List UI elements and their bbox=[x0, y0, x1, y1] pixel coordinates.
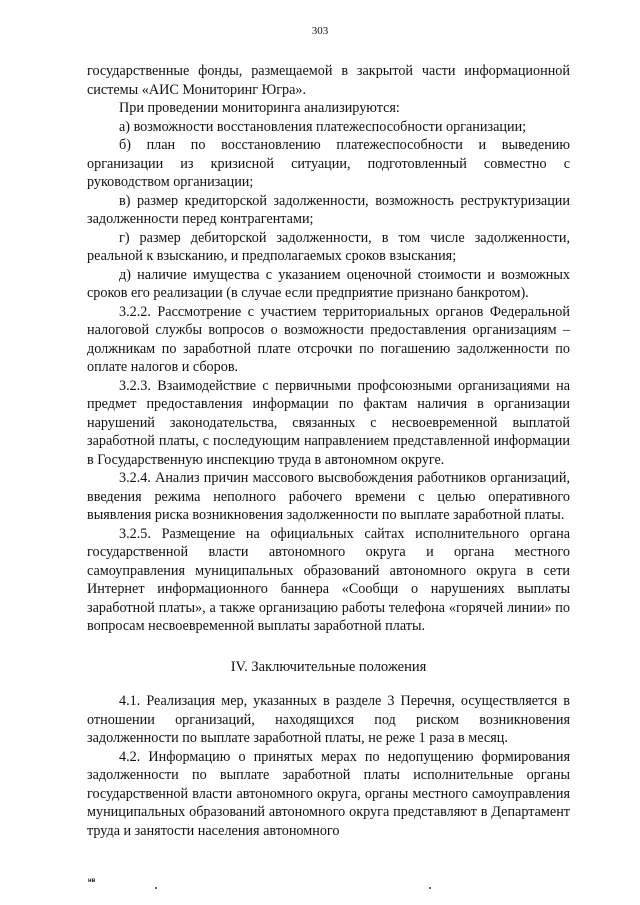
paragraph: г) размер дебиторской задолженности, в том числе задолженности, реальной к взысканию, и предполагаемых сроков взыскания; bbox=[87, 229, 570, 264]
page-number: 303 bbox=[311, 25, 329, 37]
paragraph: 3.2.5. Размещение на официальных сайтах исполнительного органа государственной власти автономного округа и органа местного самоуправления муниципальных образований автономного округа в сети Интернет информационного баннера «Сообщи о нарушениях выплаты заработной платы», а также организацию работы телефона «горячей линии» по вопросам несвоевременной выплаты заработной платы. bbox=[87, 525, 570, 634]
document-body bbox=[87, 62, 570, 840]
paragraph: 4.1. Реализация мер, указанных в разделе 3 Перечня, осуществляется в отношении организаций, находящихся под риском возникновения задолженности по выплате заработной платы, не реже 1 раза в месяц. bbox=[87, 693, 570, 746]
paragraph: 4.2. Информацию о принятых мерах по недопущению формирования задолженности по выплате заработной платы исполнительные органы государственной власти автономного округа, органы местного самоуправления муниципальных образований автономного округа представляют в Департамент труда и занятости населения автономного bbox=[87, 748, 570, 839]
paragraph: государственные фонды, размещаемой в закрытой части информационной системы «АИС Мониторинг Югра». bbox=[87, 63, 570, 98]
scan-speck bbox=[429, 887, 431, 889]
scan-speck bbox=[155, 887, 157, 889]
paragraph: 3.2.4. Анализ причин массового высвобождения работников организаций, введения режима неполного рабочего времени с целью оперативного выявления риска возникновения задолженности по выплате заработной платы. bbox=[87, 470, 570, 523]
paragraph: При проведении мониторинга анализируются: bbox=[119, 100, 400, 116]
paragraphs-top bbox=[87, 62, 570, 636]
paragraph: в) размер кредиторской задолженности, возможность реструктуризации задолженности перед контрагентами; bbox=[87, 192, 570, 227]
footer-mark: нв bbox=[88, 878, 96, 884]
paragraph: 3.2.2. Рассмотрение с участием территориальных органов Федеральной налоговой службы вопросов о возможности предоставления организациям – должникам по заработной плате отсрочки по погашению задолженности по оплате налогов и сборов. bbox=[87, 303, 570, 375]
paragraph: б) план по восстановлению платежеспособности и выведению организации из кризисной ситуации, подготовленный совместно с руководством организации; bbox=[87, 137, 570, 190]
paragraph: а) возможности восстановления платежеспособности организации; bbox=[119, 118, 527, 135]
section-heading: IV. Заключительные положения bbox=[230, 658, 427, 675]
paragraph: д) наличие имущества с указанием оценочной стоимости и возможных сроков его реализации (в случае если предприятие признано банкротом). bbox=[87, 266, 570, 301]
paragraphs-bottom bbox=[87, 692, 570, 840]
paragraph: 3.2.3. Взаимодействие с первичными профсоюзными организациями на предмет предоставления информации по фактам наличия в организации нарушений законодательства, связанных с несвоевременной выплатой заработной платы, с последующим направлением представленной информации в Государственную инспекцию труда в автономном округе. bbox=[87, 377, 570, 468]
